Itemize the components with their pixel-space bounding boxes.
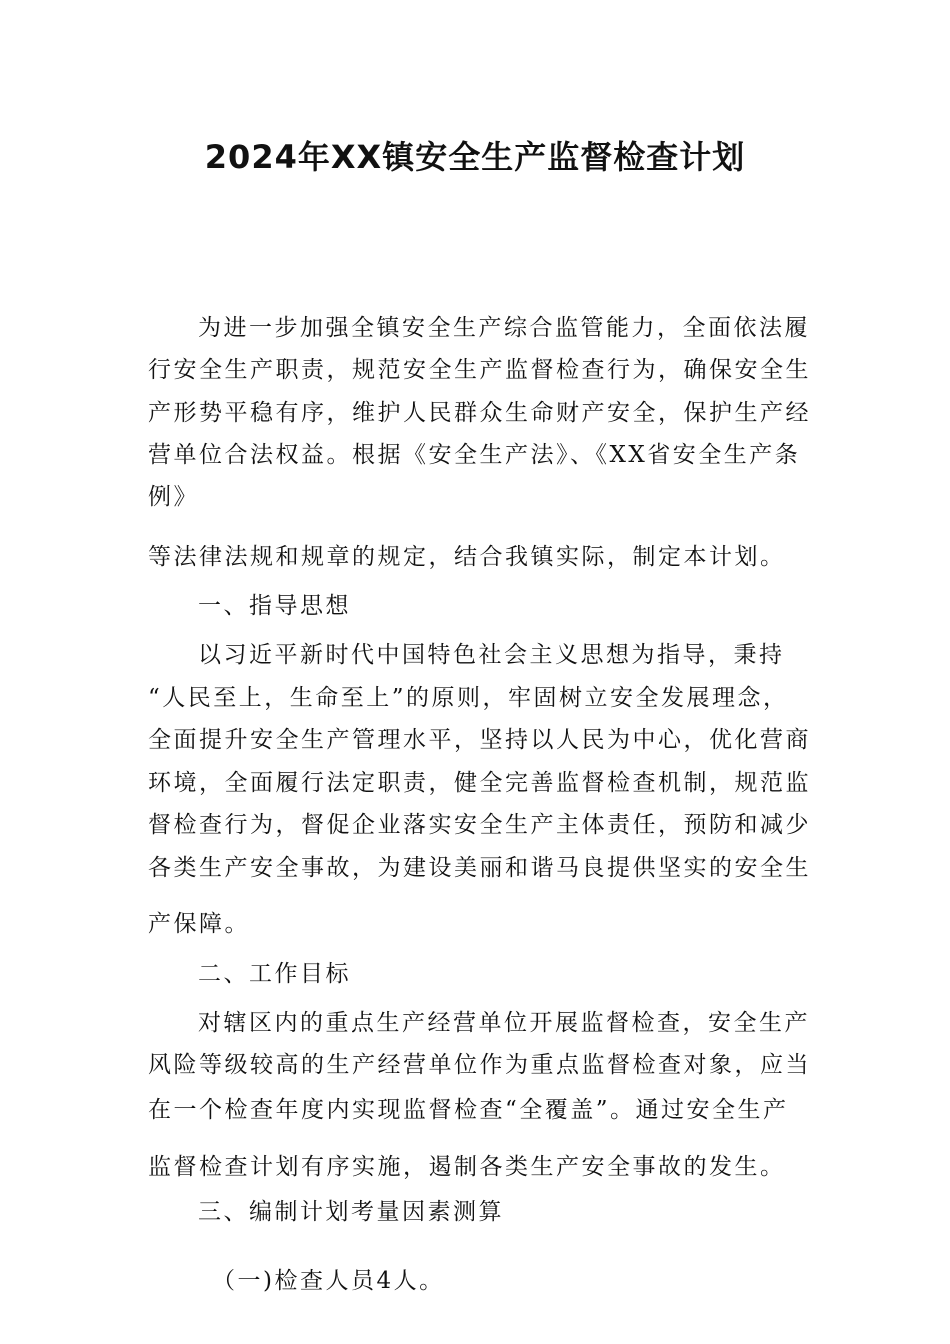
paragraph-line: 环境，全面履行法定职责，健全完善监督检查机制，规范监 (148, 770, 811, 796)
paragraph-line: 例》 (148, 484, 199, 510)
paragraph-line: 为进一步加强全镇安全生产综合监管能力，全面依法履 (198, 315, 810, 341)
paragraph-line: 以习近平新时代中国特色社会主义思想为指导，秉持 (198, 642, 785, 668)
paragraph-line: 风险等级较高的生产经营单位作为重点监督检查对象，应当 (148, 1052, 811, 1078)
paragraph-line: 产形势平稳有序，维护人民群众生命财产安全，保护生产经 (148, 400, 811, 426)
paragraph-line: 产保障。 (148, 911, 250, 937)
paragraph-line: 营单位合法权益。根据《安全生产法》、《XX省安全生产条 (148, 442, 801, 468)
paragraph-line: 全面提升安全生产管理水平，坚持以人民为中心，优化营商 (148, 727, 811, 753)
paragraph-line: 各类生产安全事故，为建设美丽和谐马良提供坚实的安全生 (148, 855, 811, 881)
paragraph-line: 等法律法规和规章的规定，结合我镇实际，制定本计划。 (148, 544, 786, 570)
document-title: 2024年XX镇安全生产监督检查计划 (204, 138, 746, 176)
paragraph-line: 监督检查计划有序实施，遏制各类生产安全事故的发生。 (148, 1154, 786, 1180)
paragraph-line: 行安全生产职责，规范安全生产监督检查行为，确保安全生 (148, 357, 811, 383)
paragraph-line: 在一个检查年度内实现监督检查“全覆盖”。通过安全生产 (148, 1097, 789, 1123)
sub-item-line: （一)检查人员4人。 (212, 1268, 445, 1294)
paragraph-line: 督检查行为，督促企业落实安全生产主体责任，预防和减少 (148, 812, 811, 838)
section-heading: 二、工作目标 (198, 961, 351, 987)
paragraph-line: “人民至上，生命至上”的原则，牢固树立安全发展理念， (148, 685, 789, 711)
section-heading: 一、指导思想 (198, 593, 351, 619)
section-heading: 三、编制计划考量因素测算 (198, 1199, 504, 1225)
paragraph-line: 对辖区内的重点生产经营单位开展监督检查，安全生产 (198, 1010, 810, 1036)
